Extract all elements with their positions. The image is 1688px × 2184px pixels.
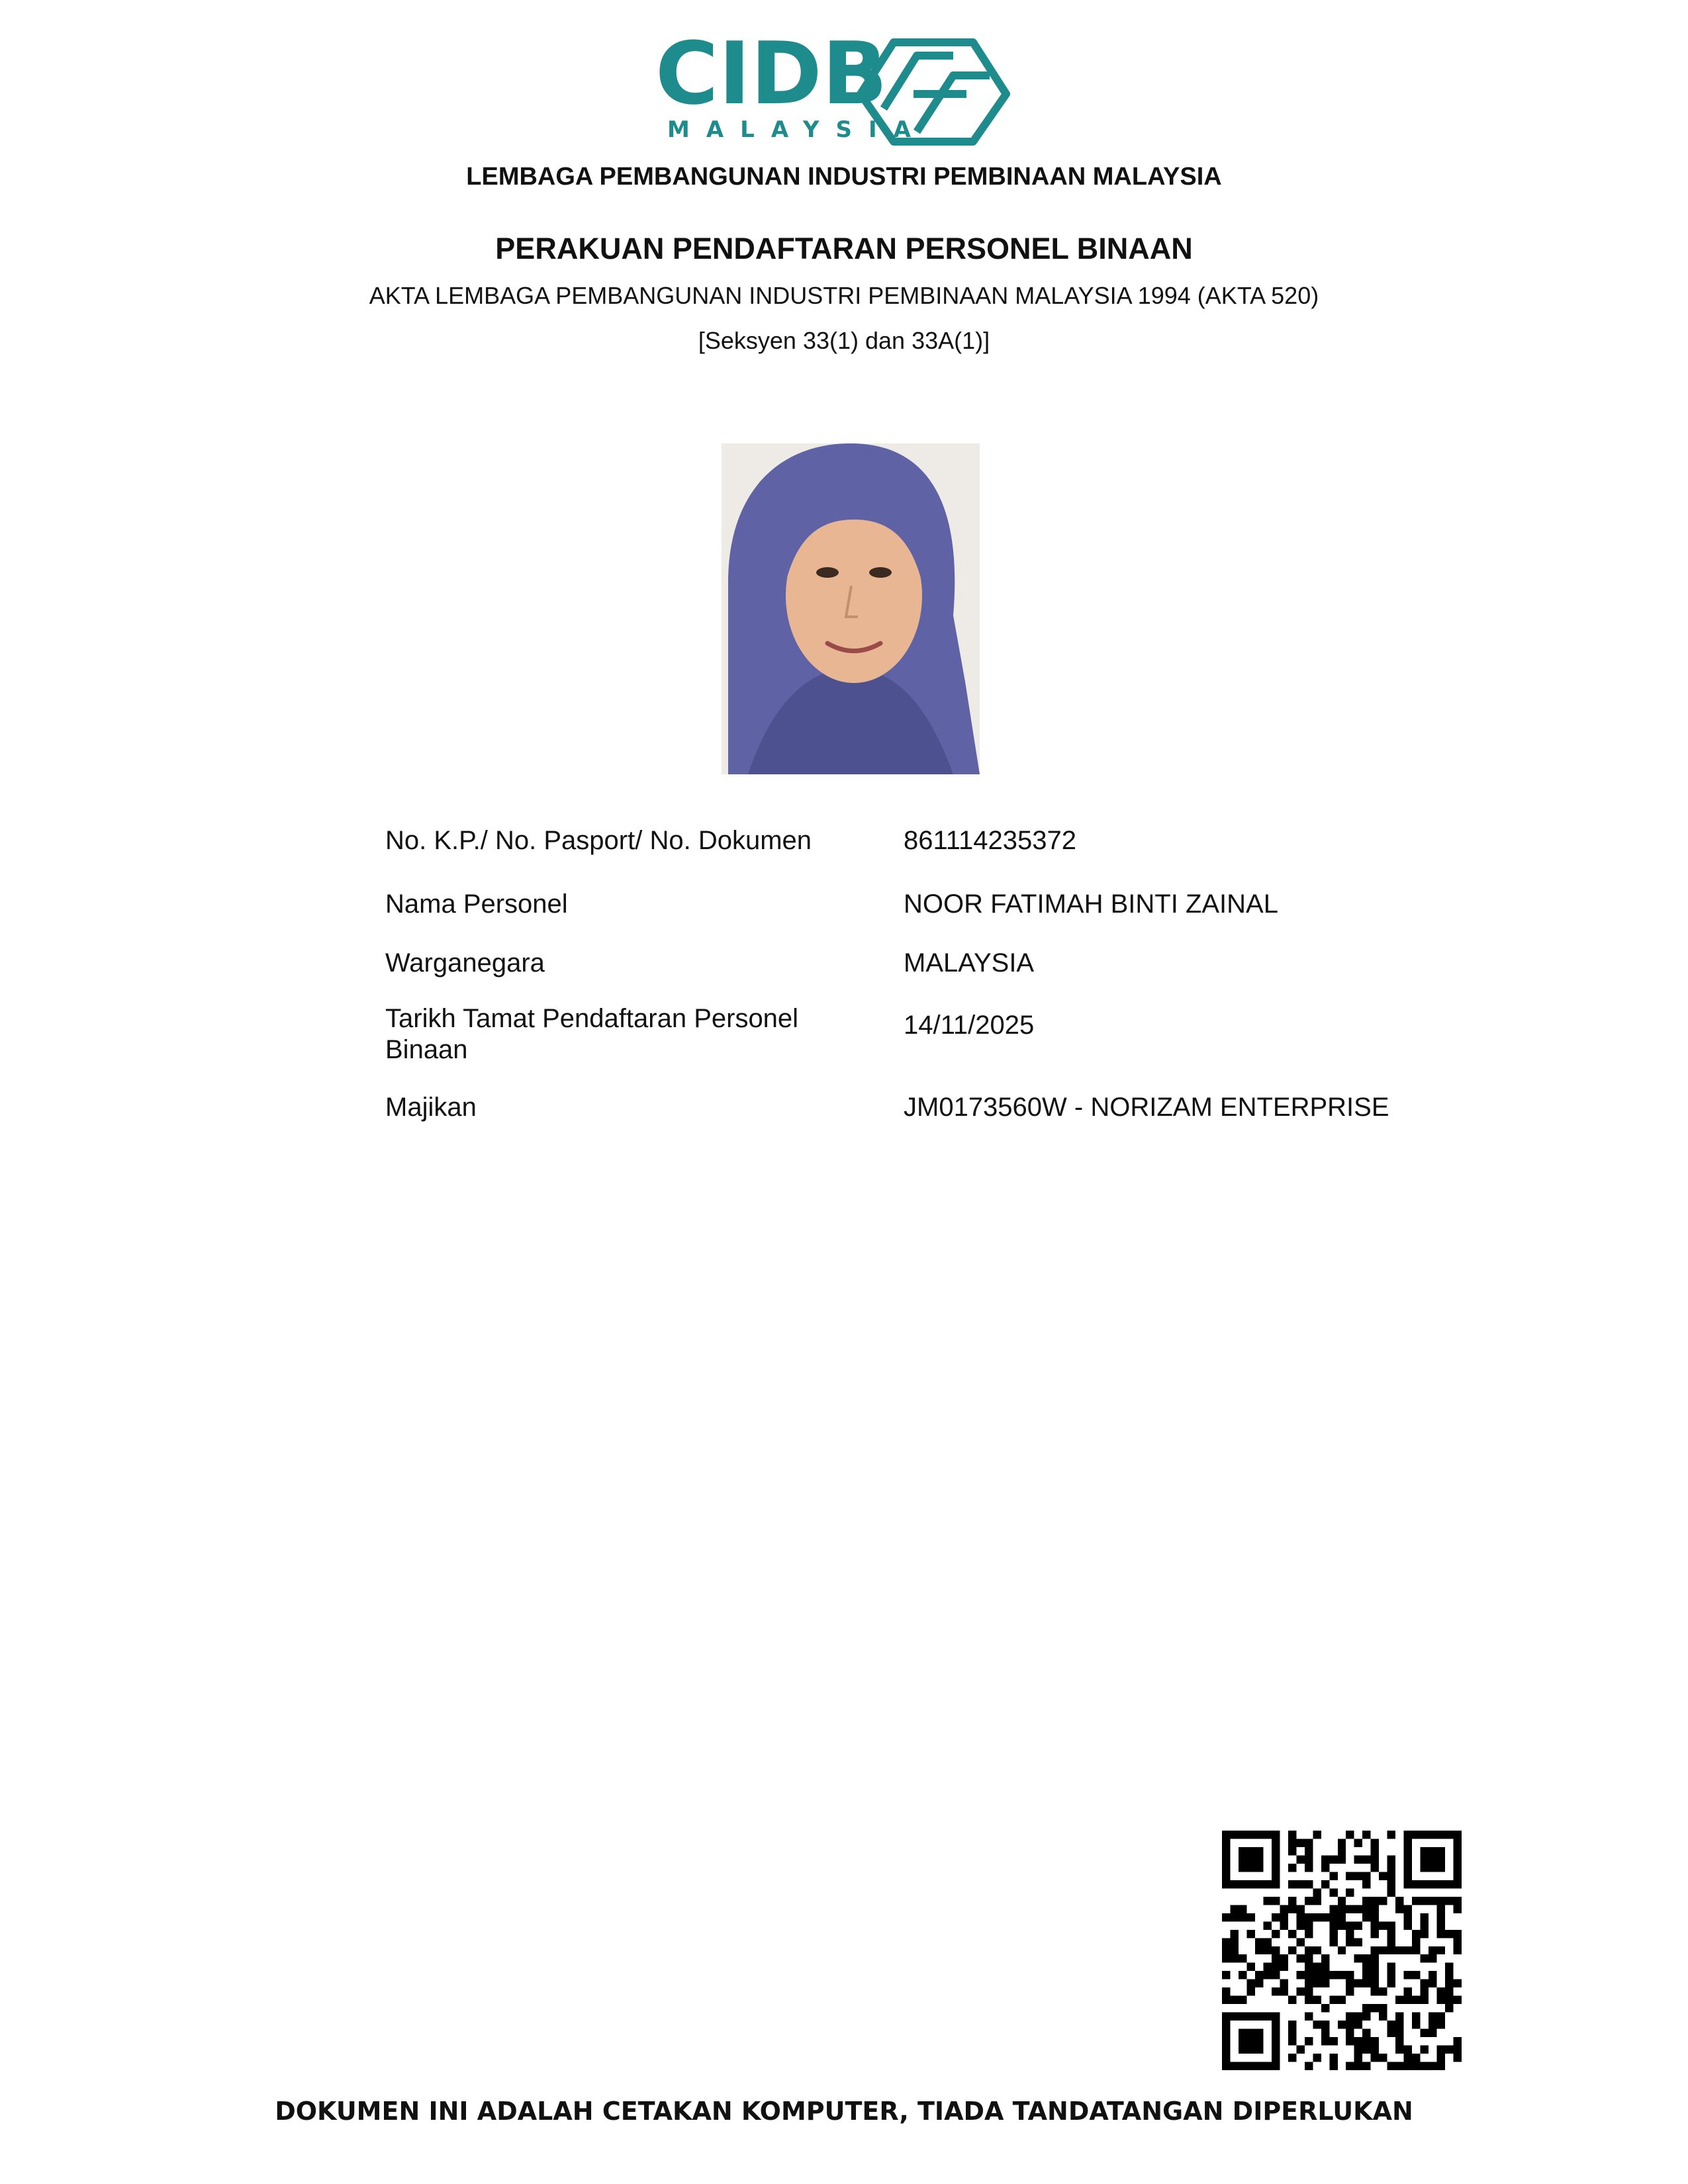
cidb-logo <box>655 29 1013 148</box>
personnel-photo <box>722 443 980 774</box>
detail-value-id: 861114235372 <box>904 826 1077 855</box>
act-reference: AKTA LEMBAGA PEMBANGUNAN INDUSTRI PEMBINAAN MALAYSIA 1994 (AKTA 520) <box>369 282 1319 309</box>
detail-value-employer: JM0173560W - NORIZAM ENTERPRISE <box>904 1093 1389 1122</box>
certificate-title: PERAKUAN PENDAFTARAN PERSONEL BINAAN <box>495 232 1193 265</box>
detail-label-employer: Majikan <box>385 1093 477 1122</box>
detail-label-id: No. K.P./ No. Pasport/ No. Dokumen <box>385 826 812 855</box>
qr-code-icon <box>1222 1831 1462 2070</box>
logo-country: MALAYSIA <box>667 116 927 143</box>
detail-value-nationality: MALAYSIA <box>904 948 1035 978</box>
organization-name: LEMBAGA PEMBANGUNAN INDUSTRI PEMBINAAN MALAYSIA <box>466 163 1222 191</box>
section-reference: [Seksyen 33(1) dan 33A(1)] <box>698 327 990 354</box>
detail-value-expiry: 14/11/2025 <box>904 1011 1035 1040</box>
computer-generated-notice: DOKUMEN INI ADALAH CETAKAN KOMPUTER, TIADA TANDATANGAN DIPERLUKAN <box>275 2097 1413 2126</box>
detail-label-expiry: Tarikh Tamat Pendaftaran Personel Binaan <box>385 1004 799 1064</box>
detail-value-name: NOOR FATIMAH BINTI ZAINAL <box>904 889 1278 919</box>
logo-wordmark: CIDB <box>655 29 888 124</box>
detail-label-nationality: Warganegara <box>385 948 545 978</box>
detail-label-name: Nama Personel <box>385 889 568 919</box>
